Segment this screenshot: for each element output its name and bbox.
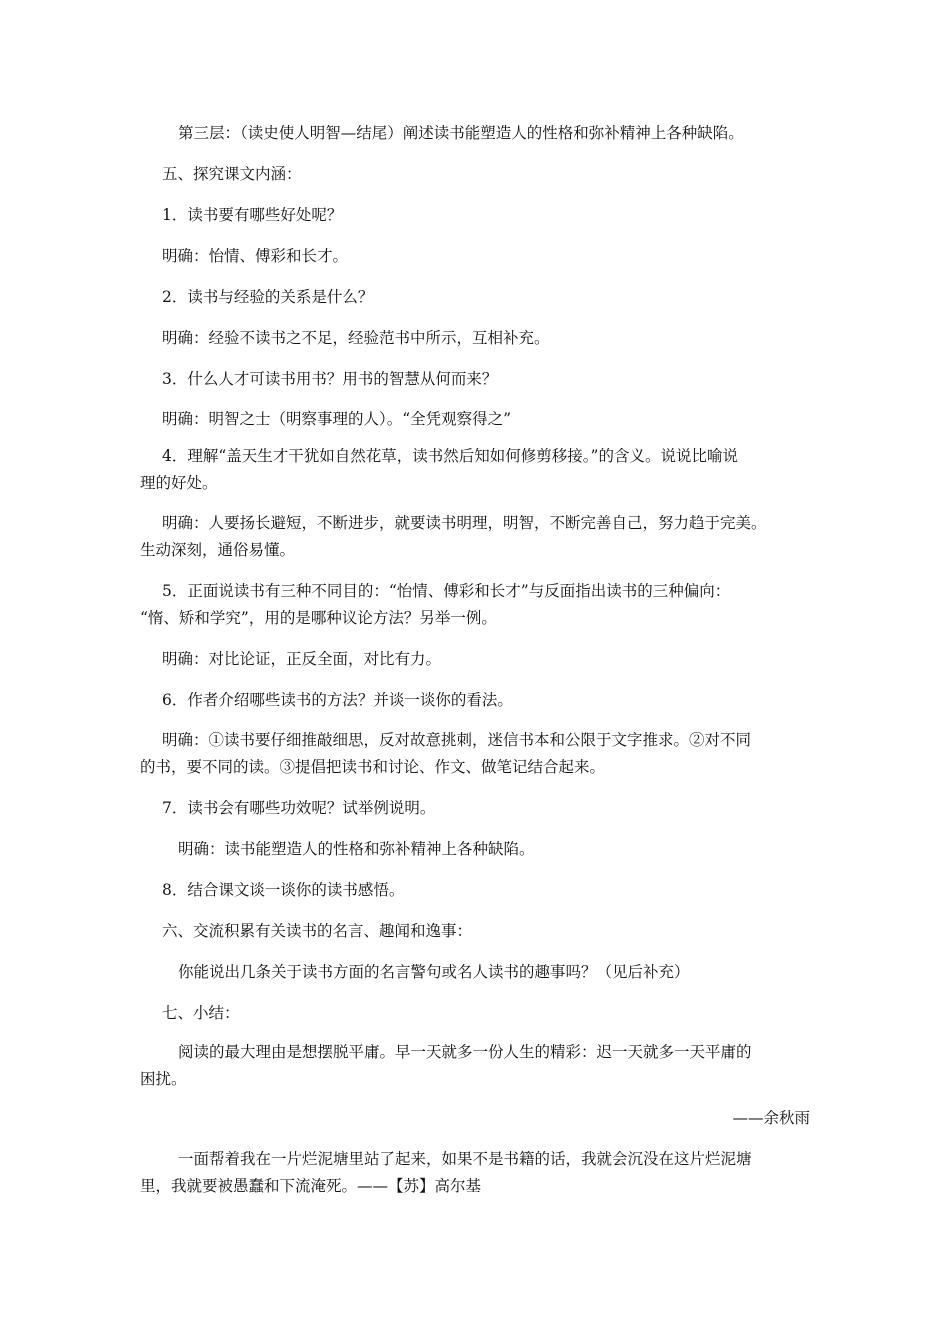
- answer-6-line-2: 的书，要不同的读。③提倡把读书和讨论、作文、做笔记结合起来。: [140, 758, 606, 776]
- section-6-prompt: 你能说出几条关于读书方面的名言警句或名人读书的趣事吗？（见后补充）: [178, 963, 690, 981]
- question-5-line-1: 5．正面说读书有三种不同目的：“怡情、傅彩和长才”与反面指出读书的三种偏向：: [162, 582, 731, 600]
- quote-1-line-2: 困扰。: [140, 1070, 187, 1088]
- quote-2-line-2: 里，我就要被愚蠢和下流淹死。——【苏】高尔基: [140, 1177, 482, 1195]
- answer-2: 明确：经验不读书之不足，经验范书中所示，互相补充。: [162, 329, 550, 347]
- quote-2-line-1: 一面帮着我在一片烂泥塘里站了起来，如果不是书籍的话，我就会沉没在这片烂泥塘: [178, 1150, 752, 1168]
- question-4-line-2: 理的好处。: [140, 474, 218, 492]
- answer-5: 明确：对比论证，正反全面，对比有力。: [162, 650, 442, 668]
- section-heading-6: 六、交流积累有关读书的名言、趣闻和逸事：: [162, 922, 473, 940]
- answer-6-line-1: 明确：①读书要仔细推敲细思，反对故意挑刺，迷信书本和公限于文字推求。②对不同: [162, 731, 752, 749]
- answer-4-line-1: 明确：人要扬长避短，不断进步，就要读书明理，明智，不断完善自己，努力趋于完美。: [162, 514, 767, 532]
- question-5-line-2: “惰、矫和学究”，用的是哪种议论方法？另举一例。: [140, 609, 497, 627]
- answer-3: 明确：明智之士（明察事理的人）。“全凭观察得之”: [162, 410, 512, 428]
- answer-1: 明确：怡情、傅彩和长才。: [162, 247, 349, 265]
- question-2: 2．读书与经验的关系是什么？: [162, 288, 374, 306]
- answer-4-line-2: 生动深刻，通俗易懂。: [140, 541, 296, 559]
- question-4-line-1: 4．理解“盖天生才干犹如自然花草，读书然后知如何修剪移接。”的含义。说说比喻说: [162, 447, 738, 465]
- section-heading-7: 七、小结：: [162, 1004, 240, 1022]
- question-6: 6．作者介绍哪些读书的方法？并谈一谈你的看法。: [162, 691, 513, 709]
- section-heading-5: 五、探究课文内涵：: [162, 165, 302, 183]
- question-8: 8．结合课文谈一谈你的读书感悟。: [162, 881, 405, 899]
- answer-7: 明确：读书能塑造人的性格和弥补精神上各种缺陷。: [178, 840, 535, 858]
- quote-1-line-1: 阅读的最大理由是想摆脱平庸。早一天就多一份人生的精彩：迟一天就多一天平庸的: [178, 1043, 752, 1061]
- quote-1-attribution: ——余秋雨: [732, 1109, 810, 1127]
- question-7: 7．读书会有哪些功效呢？试举例说明。: [162, 799, 436, 817]
- paragraph-third-layer: 第三层：（读史使人明智—结尾）阐述读书能塑造人的性格和弥补精神上各种缺陷。: [178, 124, 744, 142]
- question-3: 3．什么人才可读书用书？用书的智慧从何而来？: [162, 370, 498, 388]
- question-1: 1．读书要有哪些好处呢？: [162, 206, 343, 224]
